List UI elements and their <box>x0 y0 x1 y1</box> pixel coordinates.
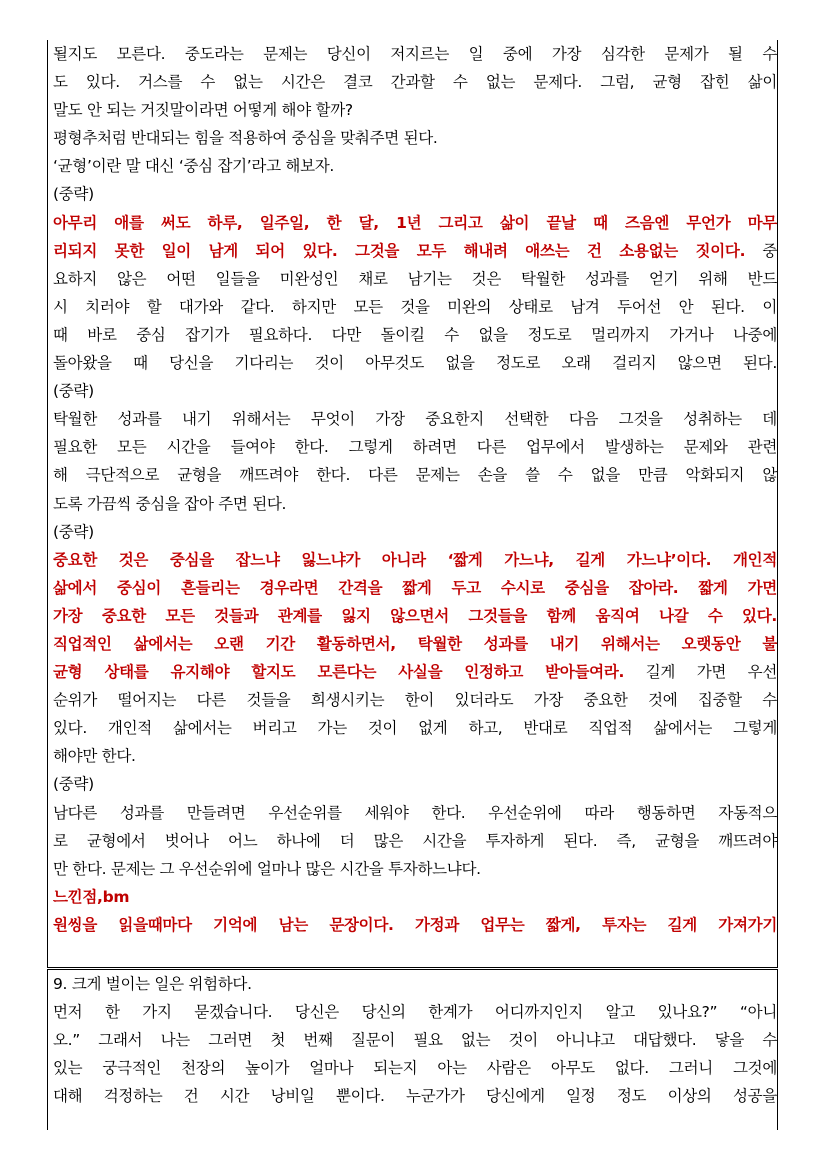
text-line: ‘균형’이란 말 대신 ‘중심 잡기’라고 해보자. <box>53 157 335 176</box>
text-line: 순위가 떨어지는 다른 것들을 희생시키는 한이 있더라도 가장 중요한 것에 집중할 수 <box>53 691 777 710</box>
text-line: 돌아왔을 때 당신을 기다리는 것이 아무것도 없을 정도로 오래 걸리지 않으면 된다. <box>53 354 777 373</box>
text-line: 필요한 모든 시간을 들여야 한다. 그렇게 하려면 다른 업무에서 발생하는 문제와 관련 <box>53 438 777 457</box>
text-line: 탁월한 성과를 내기 위해서는 무엇이 가장 중요한지 선택한 다음 그것을 성취하는 데 <box>53 410 777 429</box>
text-line: 중요한 것은 중심을 잡느냐 잃느냐가 아니라 ‘짧게 가느냐, 길게 가느냐’이다. 개인적 <box>53 550 777 569</box>
text-line <box>53 658 777 686</box>
highlighted-text: 리되지 못한 일이 남게 되어 있다. 그것을 모두 해내려 애쓰는 건 소용없는 짓이다. <box>53 241 746 260</box>
text-line: 원씽을 읽을때마다 기억에 남는 문장이다. 가정과 업무는 짧게, 투자는 길게 가져가기 <box>53 915 777 934</box>
text-line: 대해 걱정하는 건 시간 낭비일 뿐이다. 누군가가 당신에게 일정 정도 이상의 성공을 <box>53 1087 777 1106</box>
text-line: 시 치러야 할 대가와 같다. 하지만 모든 것을 미완의 상태로 남겨 두어선 안 된다. 이 <box>53 297 777 316</box>
text-line: 도 있다. 거스를 수 없는 시간은 결코 간과할 수 없는 문제다. 그럼, 균형 잡힌 삶이 <box>53 73 777 92</box>
text-line: 해야만 한다. <box>53 747 136 766</box>
text-line: 요하지 않은 어떤 일들을 미완성인 채로 남기는 것은 탁월한 성과를 얻기 위해 반드 <box>53 269 777 288</box>
text-line: 만 한다. 문제는 그 우선순위에 얼마나 많은 시간을 투자하느냐다. <box>53 859 481 878</box>
text-segment: 중 <box>745 241 777 260</box>
text-line: (중략) <box>53 775 94 794</box>
text-line: (중략) <box>53 382 94 401</box>
text-line: 남다른 성과를 만들려면 우선순위를 세워야 한다. 우선순위에 따라 행동하면 자동적으 <box>53 803 777 822</box>
text-line: 직업적인 삶에서는 오랜 기간 활동하면서, 탁월한 성과를 내기 위해서는 오랫동안 불 <box>53 634 777 653</box>
text-segment: 길게 가면 우선 <box>624 663 777 682</box>
text-line: 오.” 그래서 나는 그러면 첫 번째 질문이 필요 없는 것이 아니냐고 대답했다. 닿을 수 <box>53 1031 777 1050</box>
text-line: 아무리 애를 써도 하루, 일주일, 한 달, 1년 그리고 삶이 끝날 때 즈음엔 무언가 마무 <box>53 213 777 232</box>
text-line: 해 극단적으로 균형을 깨뜨려야 한다. 다른 문제는 손을 쓸 수 없을 만큼 악화되지 않 <box>53 466 777 485</box>
text-line: 9. 크게 벌이는 일은 위험하다. <box>53 975 252 993</box>
text-line <box>53 237 777 265</box>
highlighted-text: 균형 상태를 유지해야 할지도 모른다는 사실을 인정하고 받아들여라. <box>53 663 625 682</box>
text-line: 말도 안 되는 거짓말이라면 어떻게 해야 할까? <box>53 101 353 120</box>
text-line: 있는 궁극적인 천장의 높이가 얼마나 되는지 아는 사람은 아무도 없다. 그러니 그것에 <box>53 1059 777 1078</box>
text-line: 삶에서 중심이 흔들리는 경우라면 간격을 짧게 두고 수시로 중심을 잡아라. 짧게 가면 <box>53 578 777 597</box>
text-line: 로 균형에서 벗어나 어느 하나에 더 많은 시간을 투자하게 된다. 즉, 균형을 깨뜨려야 <box>53 831 777 850</box>
text-line: 평형추처럼 반대되는 힘을 적용하여 중심을 맞춰주면 된다. <box>53 129 438 148</box>
text-line: 느낀점,bm <box>53 887 130 906</box>
text-box-excerpt <box>47 40 778 968</box>
text-line: (중략) <box>53 522 94 541</box>
text-line: 먼저 한 가지 묻겠습니다. 당신은 당신의 한계가 어디까지인지 알고 있나요?” “아니 <box>53 1003 777 1022</box>
text-line: (중략) <box>53 185 94 204</box>
text-line: 때 바로 중심 잡기가 필요하다. 다만 돌이킬 수 없을 정도로 멀리까지 가거나 나중에 <box>53 325 777 344</box>
text-line: 될지도 모른다. 중도라는 문제는 당신이 저지르는 일 중에 가장 심각한 문제가 될 수 <box>53 45 777 63</box>
text-line: 도록 가끔씩 중심을 잡아 주면 된다. <box>53 494 287 513</box>
text-box-section-9 <box>47 969 778 1130</box>
text-line: 가장 중요한 모든 것들과 관계를 잃지 않으면서 그것들을 함께 움직여 나갈 수 있다. <box>53 606 777 625</box>
text-line: 있다. 개인적 삶에서는 버리고 가는 것이 없게 하고, 반대로 직업적 삶에서는 그렇게 <box>53 719 777 738</box>
